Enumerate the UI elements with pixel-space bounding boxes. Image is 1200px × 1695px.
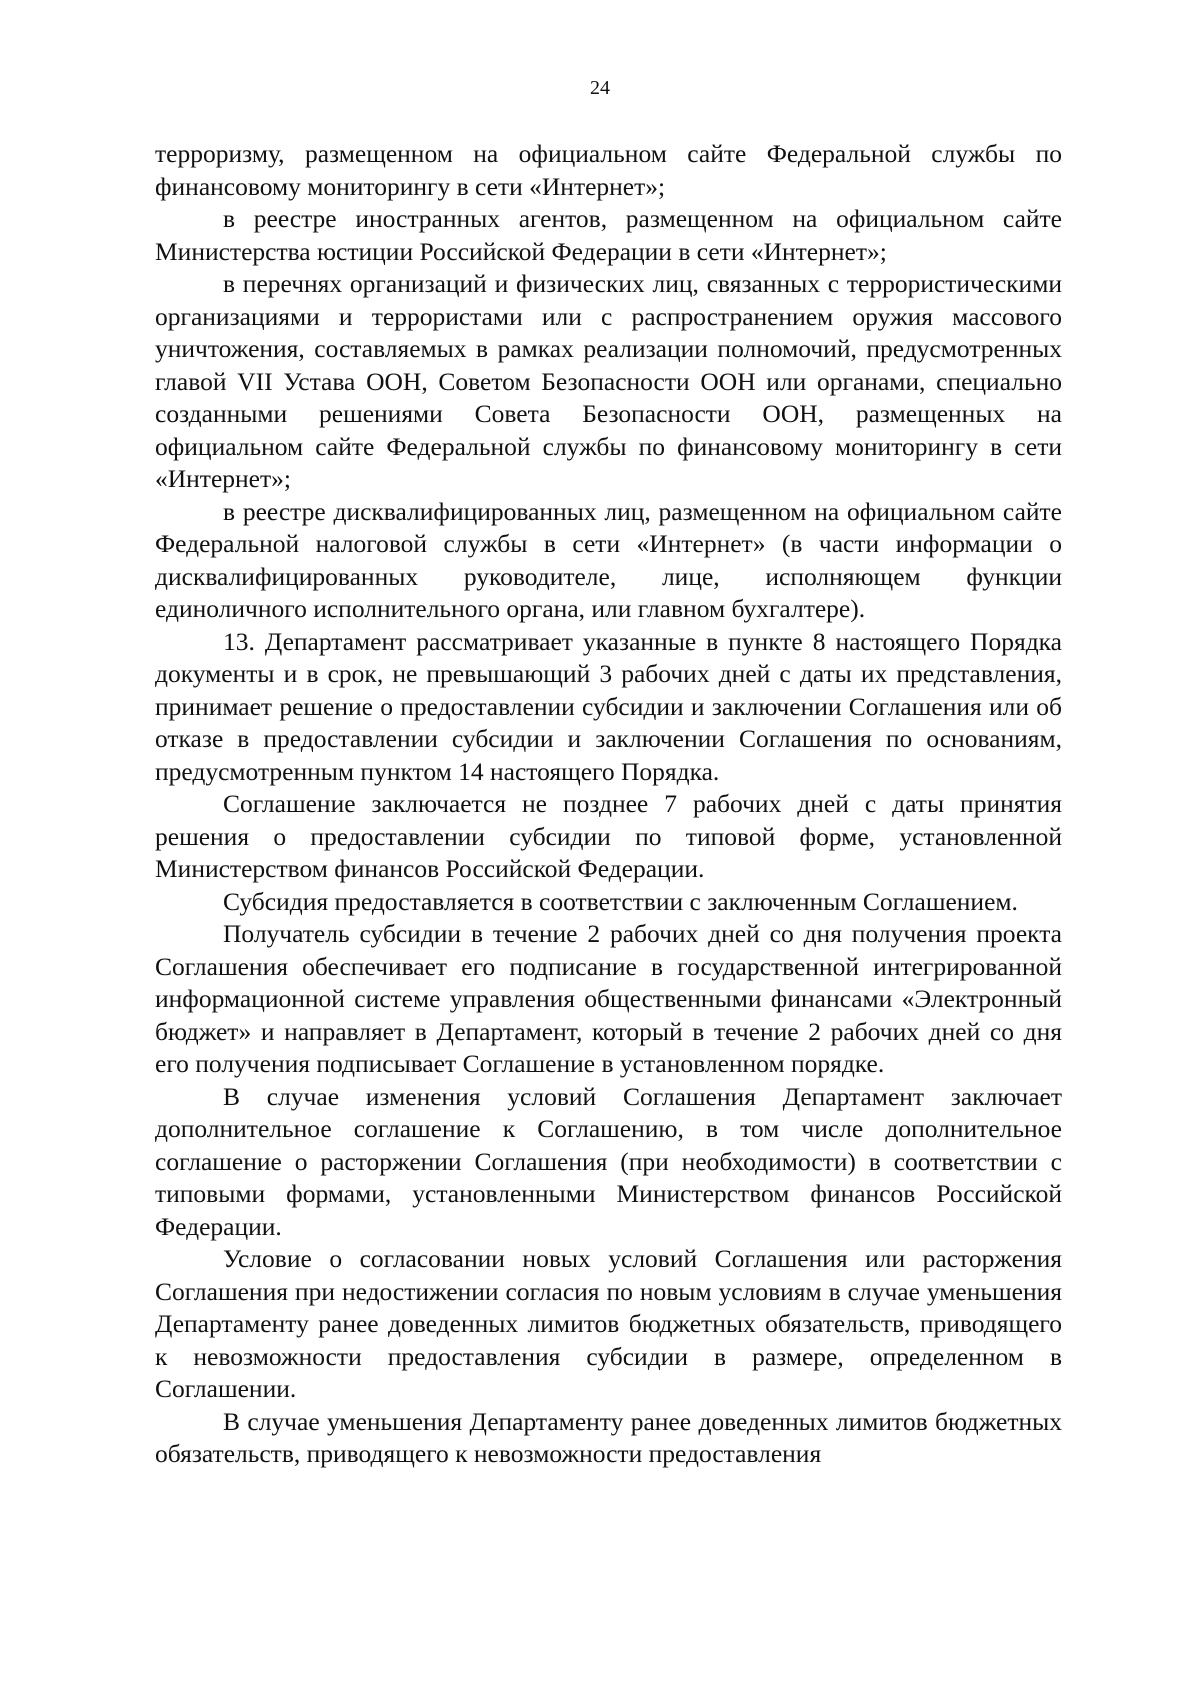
paragraph-continuation: терроризму, размещенном на официальном сайте Федеральной службы по финансовому мониторингу в сети «Интернет»; [155,139,1062,201]
paragraph-new-conditions: Условие о согласовании новых условий Соглашения или расторжения Соглашения при недостижении согласия по новым условиям в случае уменьшения Департаменту ранее доведенных лимитов бюджетных обязательств, приводящего к невозможности предоставления субсидии в размере, определенном в Соглашении. [155,1244,1062,1403]
paragraph-disqualified-registry: в реестре дисквалифицированных лиц, размещенном на официальном сайте Федеральной налоговой службы в сети «Интернет» (в части информации о дисквалифицированных руководителе, лице, исполняющем функции единоличного исполнительного органа, или главном бухгалтере). [155,496,1062,623]
paragraph-limits-reduction: В случае уменьшения Департаменту ранее доведенных лимитов бюджетных обязательств, приводящего к невозможности предоставления [155,1406,1062,1468]
paragraph-subsidy-provision: Субсидия предоставляется в соответствии с заключенным Соглашением. [223,886,1018,916]
page-number: 24 [590,77,610,99]
paragraph-agreement-changes: В случае изменения условий Соглашения Департамент заключает дополнительное соглашение к Соглашению, в том числе дополнительное соглашение о расторжении Соглашения (при необходимости) в соответствии с типовыми формами, установленными Министерством финансов Российской Федерации. [155,1081,1062,1241]
paragraph-item-13: 13. Департамент рассматривает указанные в пункте 8 настоящего Порядка документы и в срок, не превышающий 3 рабочих дней с даты их представления, принимает решение о предоставлении субсидии и заключении Соглашения или об отказе в предоставлении субсидии и заключении Соглашения по основаниям, предусмотренным пунктом 14 настоящего Порядка. [155,626,1062,786]
paragraph-recipient-signing: Получатель субсидии в течение 2 рабочих дней со дня получения проекта Соглашения обеспечивает его подписание в государственной интегрированной информационной системе управления общественными финансами «Электронный бюджет» и направляет в Департамент, который в течение 2 рабочих дней со дня его получения подписывает Соглашение в установленном порядке. [155,919,1062,1078]
paragraph-foreign-agents-registry: в реестре иностранных агентов, размещенном на официальном сайте Министерства юстиции Российской Федерации в сети «Интернет»; [155,204,1062,266]
paragraph-agreement-deadline: Соглашение заключается не позднее 7 рабочих дней с даты принятия решения о предоставлении субсидии по типовой форме, установленной Министерством финансов Российской Федерации. [155,789,1062,883]
body-text [155,138,1062,1471]
paragraph-terrorist-lists: в перечнях организаций и физических лиц, связанных с террористическими организациями и террористами или с распространением оружия массового уничтожения, составляемых в рамках реализации полномочий, предусмотренных главой VII Устава ООН, Советом Безопасности ООН или органами, специально созданными решениями Совета Безопасности ООН, размещенных на официальном сайте Федеральной службы по финансовому мониторингу в сети «Интернет»; [155,269,1062,493]
